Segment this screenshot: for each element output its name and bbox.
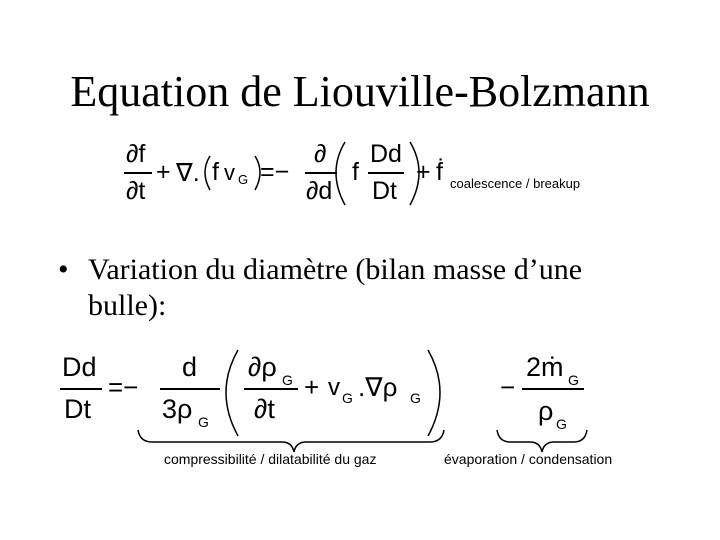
label-compressibility: compressibilité / dilatabilité du gaz [164,451,377,467]
eq2-dd: Dd [62,352,97,382]
label-evaporation: évaporation / condensation [444,451,613,467]
eq1-partial: ∂ [314,140,327,168]
eq1-nabla-dot: ∇. [176,159,200,187]
brace-evaporation [497,430,587,452]
eq2-fraction-bar-3 [244,388,298,390]
eq1-dt: Dt [372,177,397,205]
eq1-f2: f [352,158,359,186]
eq2-plus: + [304,372,320,402]
eq2-dt: Dt [64,394,91,424]
eq1-partial-f: ∂f [126,140,146,168]
eq2-2mdot: 2ṁ [526,352,564,382]
eq2-sub-g-5: G [568,372,579,388]
slide-title: Equation de Liouville-Bolzmann [70,67,650,116]
eq2-partial-rho: ∂ρ [248,352,277,382]
eq2-3rho: 3ρ [162,394,193,424]
eq1-sub-coalescence: coalescence / breakup [450,176,581,191]
eq2-sub-g-1: G [198,414,209,430]
eq1-equals-minus: =− [260,158,290,186]
bullet-text: Variation du diamètre (bilan masse d’une bulle): [88,253,583,322]
eq2-sub-g-3: G [342,390,353,406]
eq2-rho: ρ [538,396,554,426]
eq1-f: f [212,158,219,186]
eq2-partial-t: ∂t [254,394,275,424]
eq2-v: v [328,374,340,401]
eq2-d: d [182,352,198,382]
eq2-equals-minus: =− [108,372,139,402]
eq2-minus: − [500,372,516,402]
eq2-sub-g-4: G [410,390,421,406]
eq1-fdot: ḟ [436,158,443,186]
eq1-partial-d: ∂d [306,177,333,205]
eq2-sub-g-2: G [282,372,293,388]
eq2-dot-nabla-rho: .∇ρ [358,372,398,402]
brace-compressibility [138,430,444,452]
eq1-partial-t: ∂t [126,177,146,205]
eq1-plus: + [156,158,171,186]
eq2-fraction-bar-4 [522,388,584,390]
eq1-plus-2: + [416,158,431,186]
bullet-dot: • [58,253,69,286]
eq2-sub-g-6: G [556,416,567,432]
eq1-v: v [224,160,235,185]
eq1-sub-g: G [238,172,249,187]
eq1-dd: Dd [370,140,402,168]
